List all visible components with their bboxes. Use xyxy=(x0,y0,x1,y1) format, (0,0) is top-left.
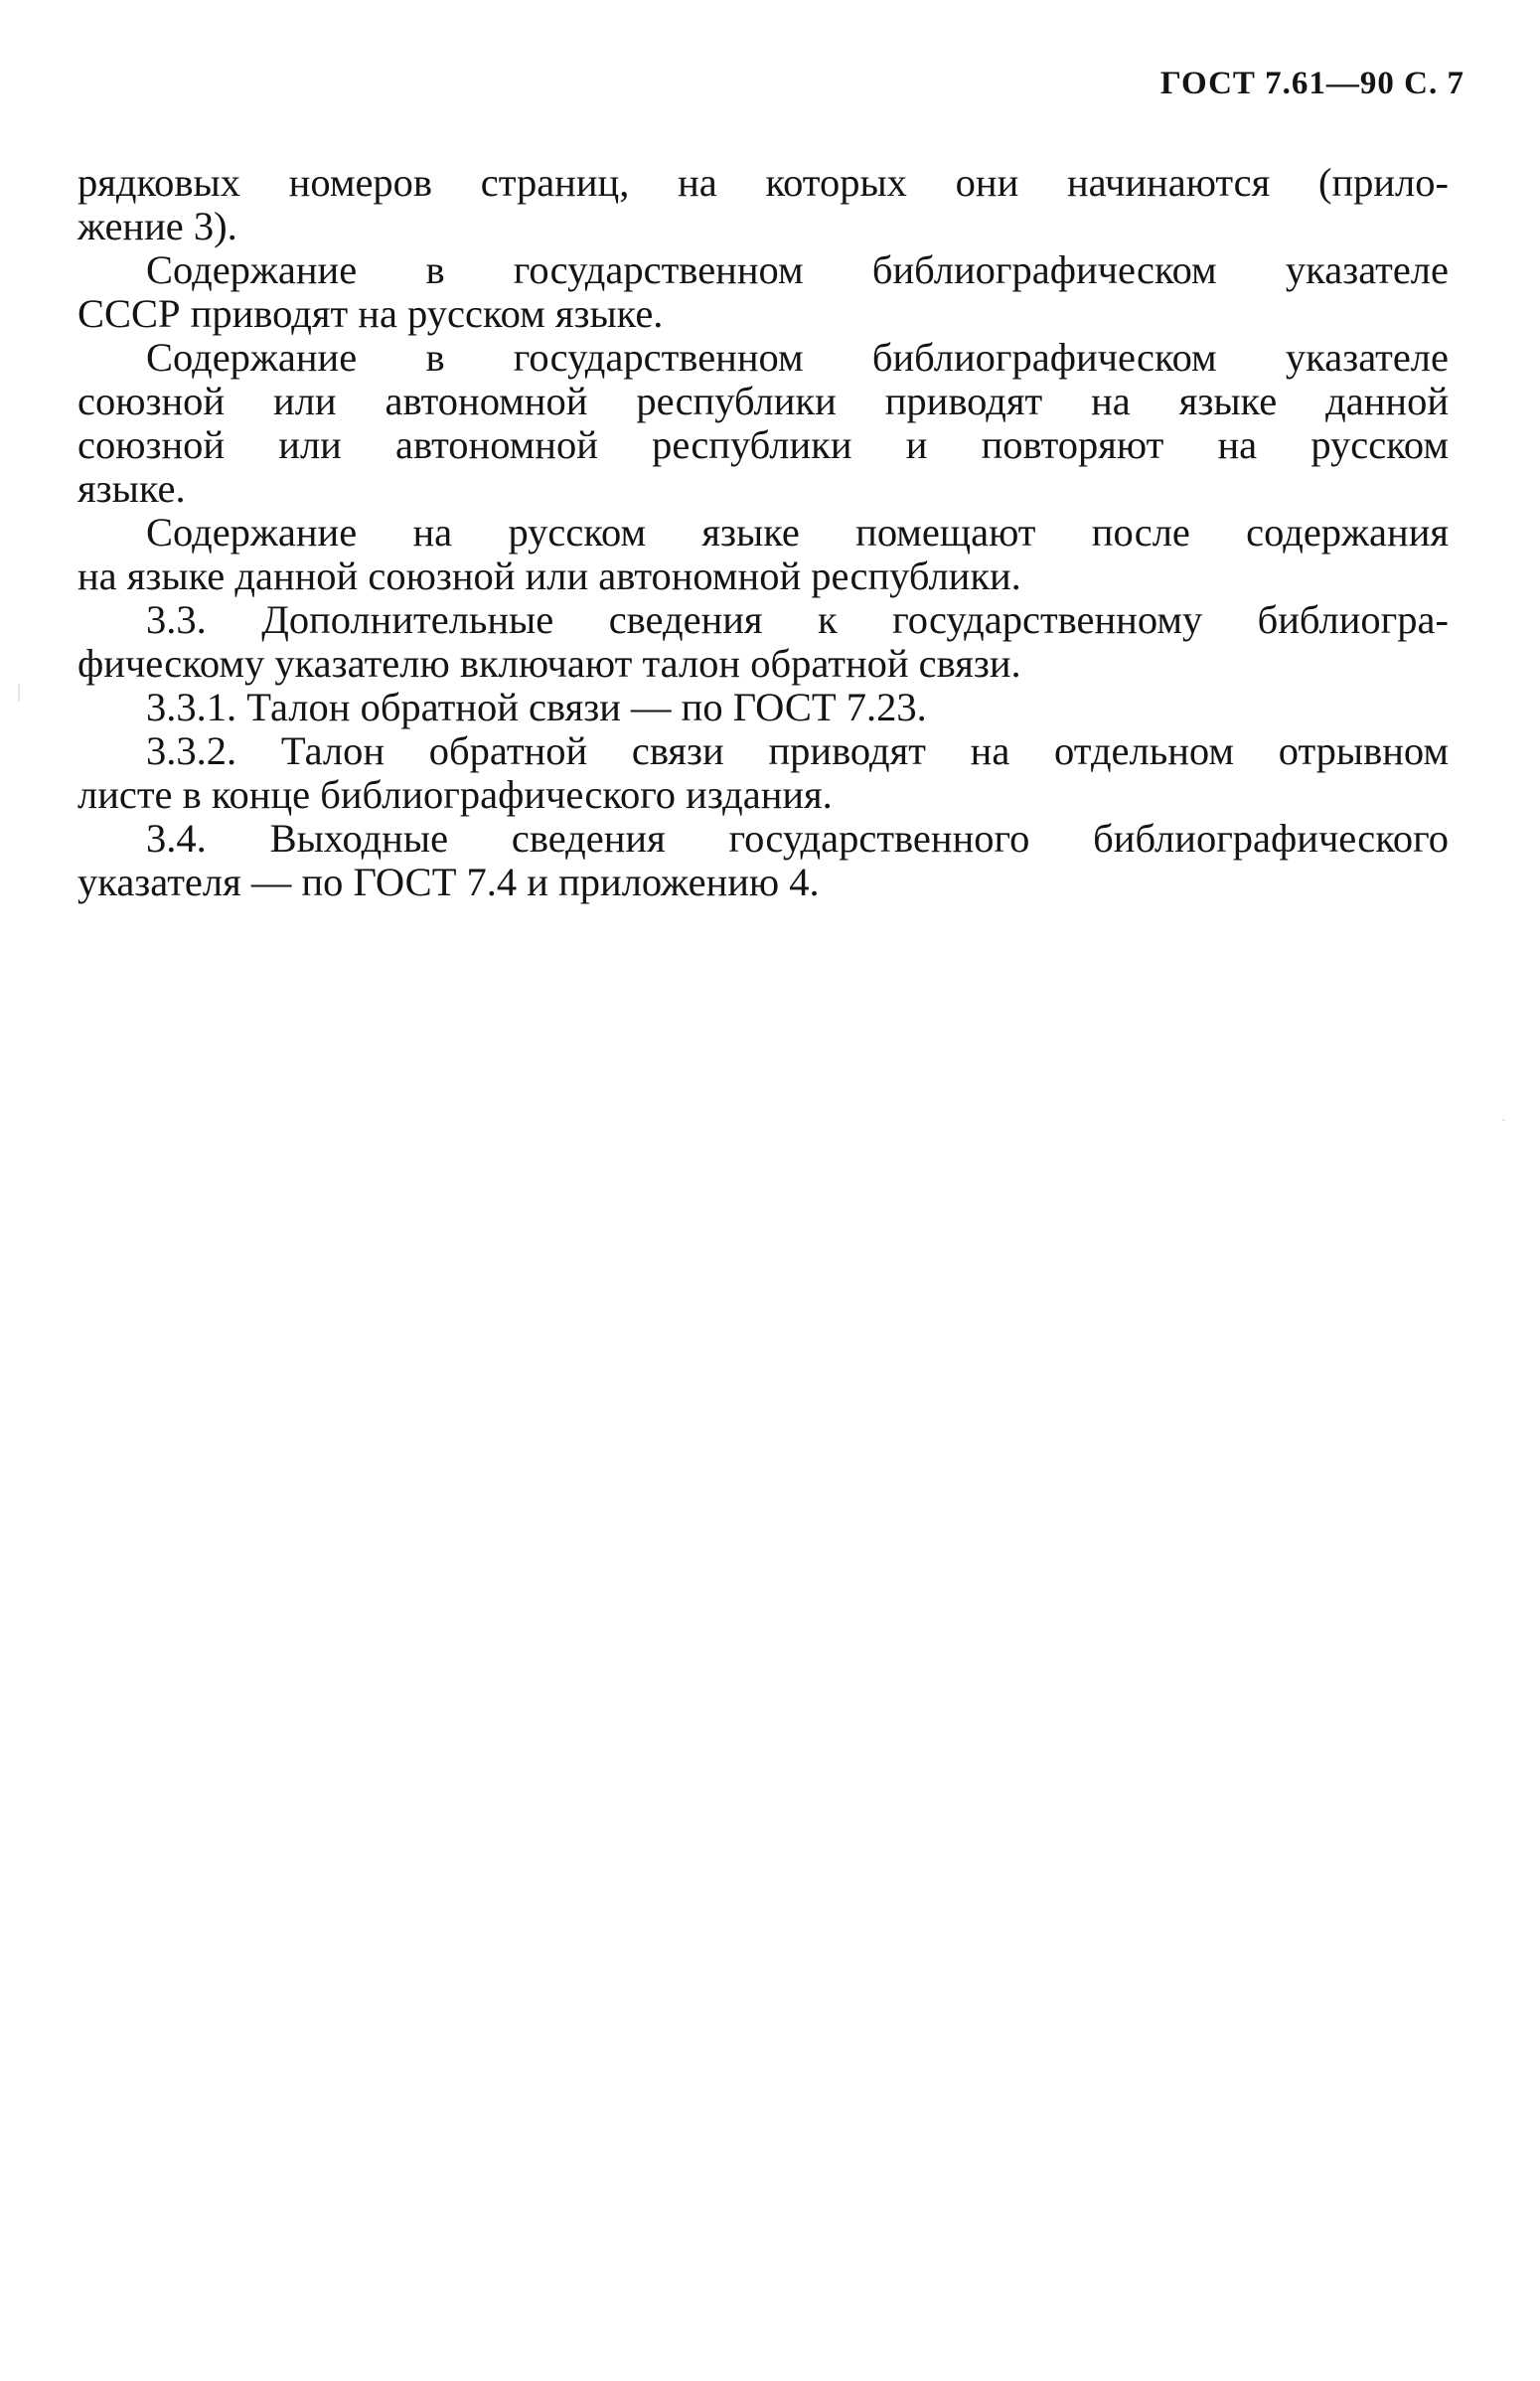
text-line: союзной или автономной республики и повторяют на русском xyxy=(77,422,1449,467)
paragraph xyxy=(77,598,1449,686)
text-line: листе в конце библиографического издания. xyxy=(77,772,833,817)
text-line: на языке данной союзной или автономной республики. xyxy=(77,554,1021,598)
text-line: языке. xyxy=(77,466,186,511)
text-line: жение 3). xyxy=(77,204,237,248)
text-line: 3.3.2. Талон обратной связи приводят на отдельном отрывном xyxy=(146,728,1449,773)
text-line: указателя — по ГОСТ 7.4 и приложению 4. xyxy=(77,860,820,904)
body-text xyxy=(77,161,1449,904)
paragraph xyxy=(77,729,1449,817)
text-line: СССР приводят на русском языке. xyxy=(77,291,664,336)
paragraph xyxy=(77,336,1449,511)
running-head: ГОСТ 7.61—90 С. 7 xyxy=(1159,66,1464,101)
scan-edge-mark xyxy=(18,684,20,702)
text-line: Содержание в государственном библиографическом указателе xyxy=(146,247,1449,292)
paragraph xyxy=(77,248,1449,336)
text-line: Содержание на русском языке помещают после содержания xyxy=(146,510,1449,555)
paragraph xyxy=(77,686,1449,729)
text-line: Содержание в государственном библиографическом указателе xyxy=(146,335,1449,380)
scan-edge-mark xyxy=(1502,1119,1505,1121)
text-line: союзной или автономной республики приводят на языке данной xyxy=(77,379,1449,423)
text-line: 3.4. Выходные сведения государственного библиографического xyxy=(146,816,1449,861)
text-line: 3.3.1. Талон обратной связи — по ГОСТ 7.23. xyxy=(146,685,927,729)
text-line: фическому указателю включают талон обратной связи. xyxy=(77,641,1021,686)
paragraph xyxy=(77,161,1449,248)
text-line: рядковых номеров страниц, на которых они начинаются (прило- xyxy=(77,160,1449,205)
paragraph xyxy=(77,817,1449,904)
text-line: 3.3. Дополнительные сведения к государственному библиогра- xyxy=(146,597,1449,642)
paragraph xyxy=(77,511,1449,598)
